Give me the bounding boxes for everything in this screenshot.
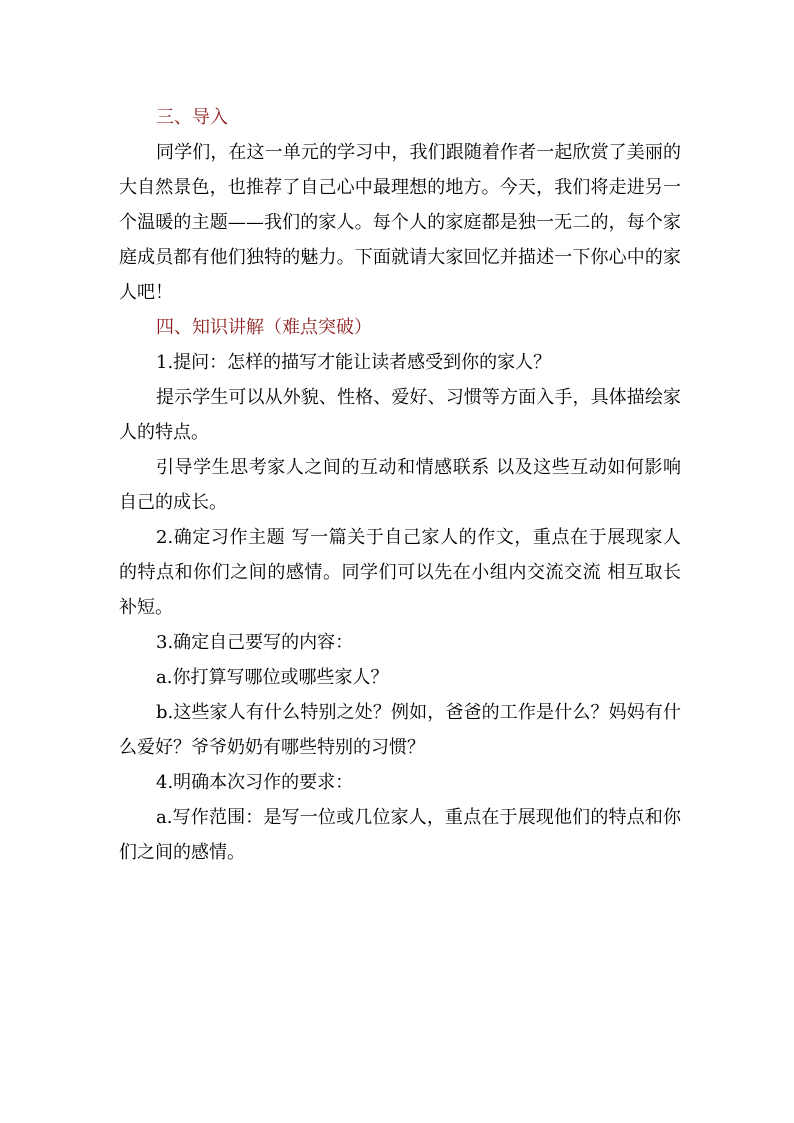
paragraph-intro: 同学们，在这一单元的学习中，我们跟随着作者一起欣赏了美丽的大自然景色，也推荐了自己心中最理想的地方。今天，我们将走进另一个温暖的主题——我们的家人。每个人的家庭都是独一无二的，每个家庭成员都有他们独特的魅力。下面就请大家回忆并描述一下你心中的家人吧！ [119,142,681,303]
paragraph-content-title: 3.确定自己要写的内容： [156,632,354,653]
paragraph-requirements-title: 4.明确本次习作的要求： [156,772,354,793]
paragraph-guide: 引导学生思考家人之间的互动和情感联系 以及这些互动如何影响自己的成长。 [119,457,681,513]
paragraph-hint: 提示学生可以从外貌、性格、爱好、习惯等方面入手，具体描绘家人的特点。 [119,387,681,443]
paragraph-item-a: a.你打算写哪位或哪些家人？ [156,667,389,688]
paragraph-question: 1.提问：怎样的描写才能让读者感受到你的家人？ [156,352,552,373]
paragraph-item-b: b.这些家人有什么特别之处？例如，爸爸的工作是什么？妈妈有什么爱好？爷爷奶奶有哪些特别的习惯？ [119,702,681,758]
paragraph-requirement-a: a.写作范围：是写一位或几位家人，重点在于展现他们的特点和你们之间的感情。 [119,807,681,863]
section-heading-knowledge: 四、知识讲解（难点突破） [156,317,372,338]
section-heading-intro: 三、导入 [156,107,228,128]
document-body [119,100,681,870]
paragraph-topic: 2.确定习作主题 写一篇关于自己家人的作文，重点在于展现家人的特点和你们之间的感情。同学们可以先在小组内交流交流 相互取长补短。 [119,527,681,618]
